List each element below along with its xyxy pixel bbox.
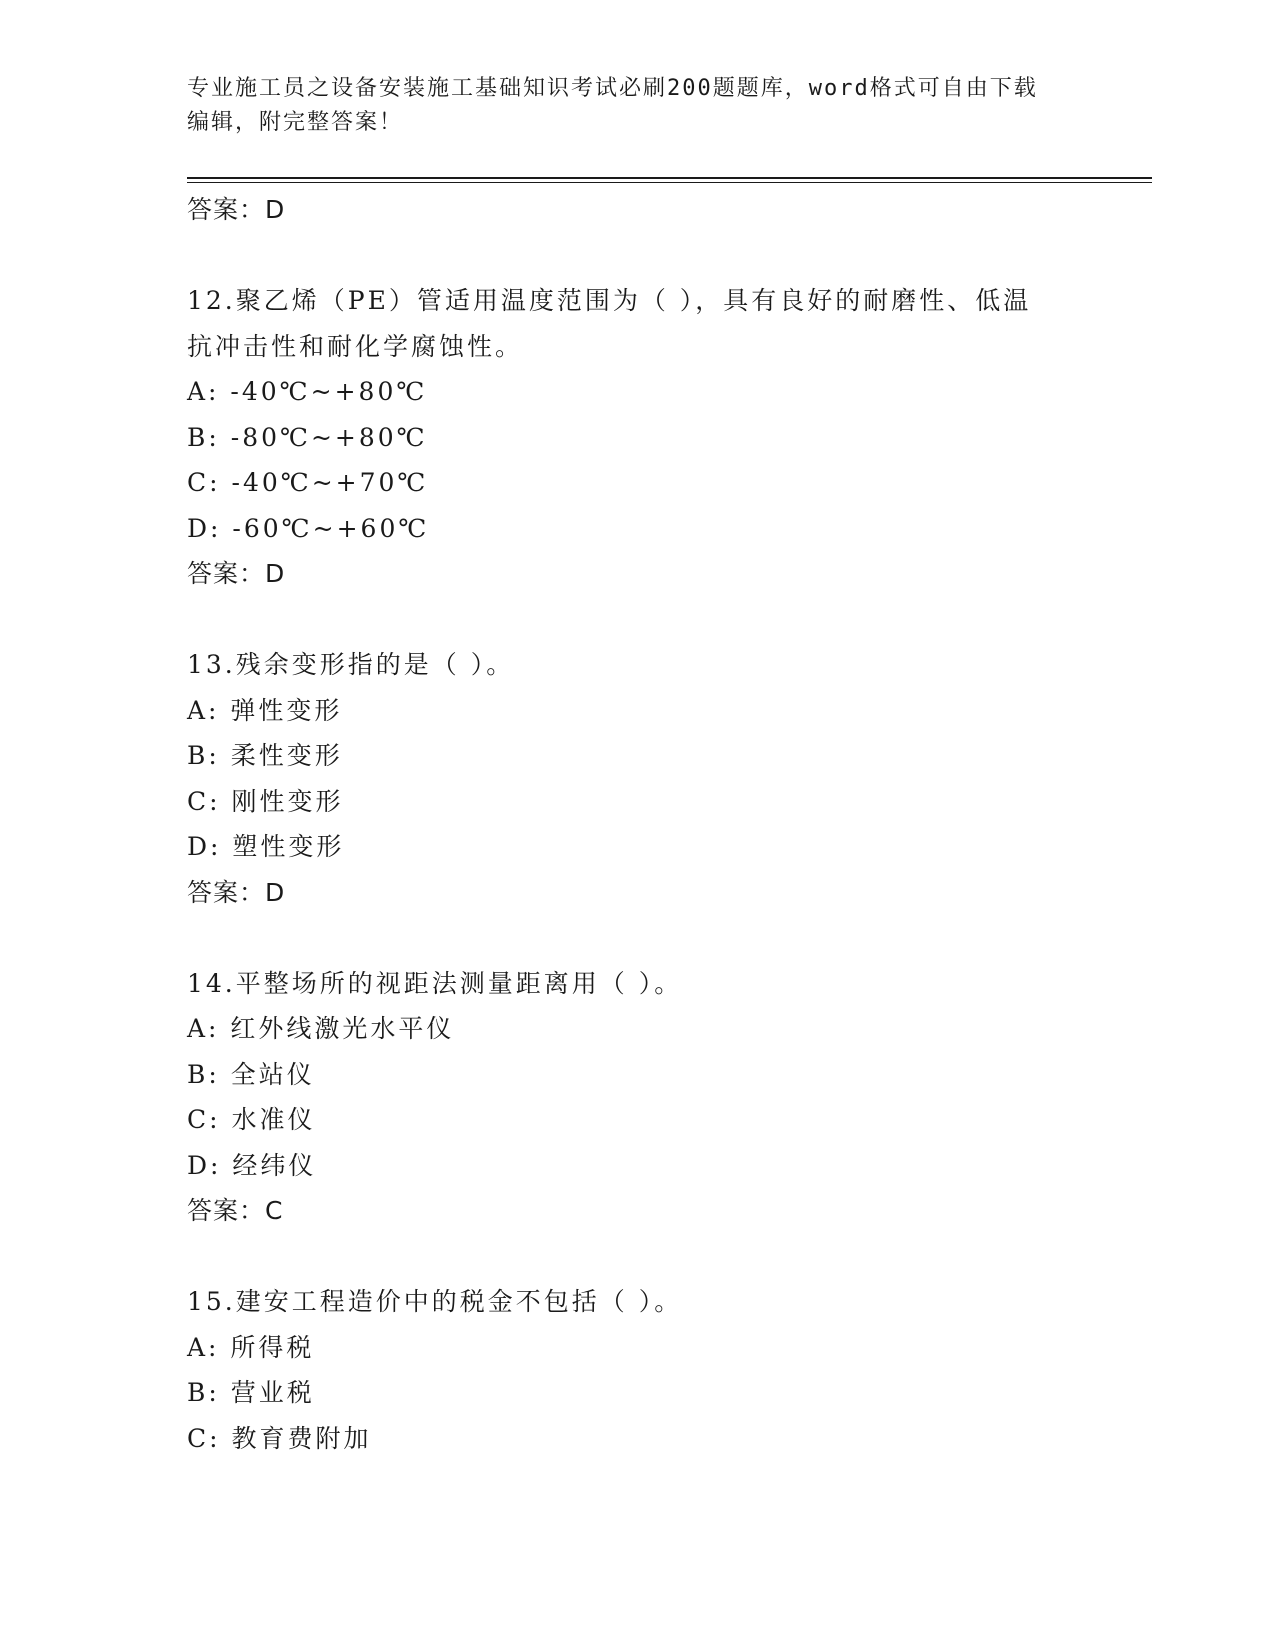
option-c: C: 教育费附加 [187, 1423, 372, 1453]
question-stem: 13.残余变形指的是（ ）。 [187, 650, 515, 679]
previous-answer: 答案：D [187, 195, 286, 224]
header-line-1: 专业施工员之设备安装施工基础知识考试必刷200题题库，word格式可自由下载 [187, 76, 1038, 101]
spacer [187, 1234, 1087, 1280]
question-stem: 抗冲击性和耐化学腐蚀性。 [187, 331, 524, 361]
option-a: A: 所得税 [187, 1332, 315, 1362]
spacer [187, 233, 1087, 279]
spacer [187, 915, 1087, 961]
page-header [187, 72, 1067, 140]
question-14 [187, 961, 1087, 1234]
answer: 答案：D [187, 877, 286, 907]
answer: 答案：C [187, 1196, 284, 1225]
question-15 [187, 1279, 1087, 1461]
option-b: B: 全站仪 [187, 1059, 315, 1089]
option-b: B: -80℃~+80℃ [187, 422, 428, 452]
option-c: C: 刚性变形 [187, 786, 344, 816]
question-stem: 12.聚乙烯（PE）管适用温度范围为（ ），具有良好的耐磨性、低温 [187, 286, 1032, 315]
question-12 [187, 278, 1087, 597]
header-divider-thin [187, 182, 1152, 183]
option-b: B: 营业税 [187, 1378, 315, 1407]
option-d: D: 塑性变形 [187, 832, 345, 861]
header-divider-thick [187, 177, 1152, 179]
option-c: C: 水准仪 [187, 1105, 316, 1134]
question-list [187, 187, 1087, 1461]
question-stem: 15.建安工程造价中的税金不包括（ ）。 [187, 1287, 683, 1316]
header-line-2: 编辑，附完整答案！ [187, 110, 404, 135]
option-b: B: 柔性变形 [187, 741, 343, 770]
question-13 [187, 642, 1087, 915]
option-a: A: 红外线激光水平仪 [187, 1014, 455, 1043]
question-stem: 14.平整场所的视距法测量距离用（ ）。 [187, 968, 683, 998]
option-c: C: -40℃~+70℃ [187, 468, 429, 497]
option-a: A: 弹性变形 [187, 695, 343, 725]
option-d: D: -60℃~+60℃ [187, 513, 430, 543]
answer: 答案：D [187, 559, 286, 588]
option-d: D: 经纬仪 [187, 1150, 317, 1180]
option-a: A: -40℃~+80℃ [187, 377, 428, 406]
spacer [187, 597, 1087, 643]
